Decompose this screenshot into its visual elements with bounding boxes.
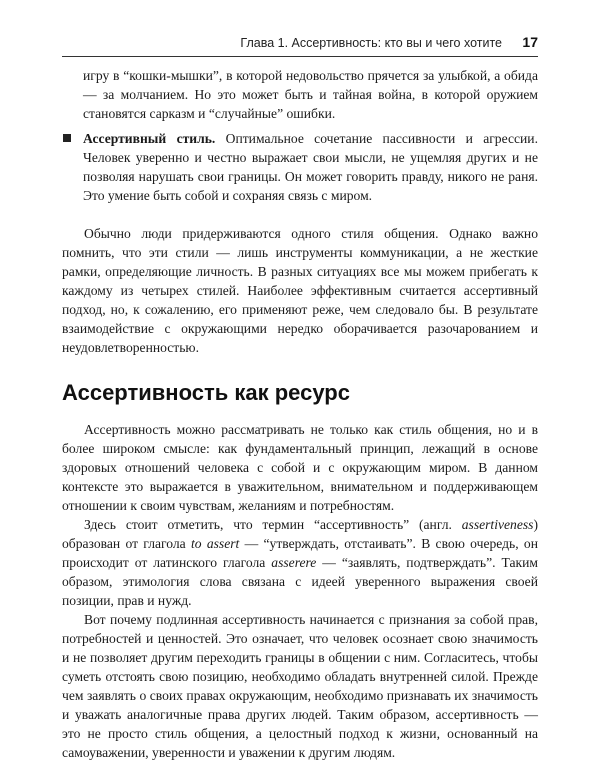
section-paragraph-1: Ассертивность можно рассматривать не только как стиль общения, но и в более широком смысле: как фундаментальный принцип, лежащий в основе здоровых отношений человека с собой и с окружающим миром. В данном контексте это выражается в уважительном, внимательном и поддерживающем отношении к своим чувствам, желаниям и потребностям. — [62, 422, 538, 513]
p2-text-c: — “утверждать, отстаивать”. В свою очередь, он происходит от латинского глагола — [62, 536, 539, 570]
p2-term-to-assert: to assert — [190, 536, 240, 551]
list-item-assertive-style — [83, 129, 538, 205]
p2-text-a: Здесь стоит отметить, что термин “ассертивность” (англ. — [84, 517, 462, 532]
section-paragraph-3: Вот почему подлинная ассертивность начинается с признания за собой прав, потребностей и ценностей. Это означает, что человек осознает свою значимость и не позволяет другим переходить границы в общении с ним. Согласитесь, чтобы суметь отстоять свою позицию, необходимо обладать внутренней силой. Прежде чем заявлять о своих правах окружающим, необходимо признавать их значимость и уважать аналогичные права других людей. Таким образом, ассертивность — это не просто стиль общения, а целостный подход к жизни, основанный на самоуважении, уверенности и уважении к другим людям. — [62, 612, 538, 760]
p2-text-d: — “заявлять, подтверждать”. Таким образом, этимология слова связана с идеей уверенного выражения своей позиции, прав и нужд. — [62, 555, 538, 608]
p2-term-assertiveness: assertiveness — [461, 517, 534, 532]
list-item-text: Оптимальное сочетание пассивности и агрессии. Человек уверенно и честно выражает свои мысли, не ущемляя других и не позволяя нарушать свои границы. Он может говорить правду, никого не раня. Это умение быть собой и сохраняя связь с миром. — [83, 131, 538, 203]
square-bullet-icon — [63, 134, 71, 142]
chapter-title: Глава 1. Ассертивность: кто вы и чего хотите — [240, 36, 502, 50]
running-header — [62, 30, 538, 57]
page-body — [62, 66, 538, 762]
continued-list-item: игру в “кошки-мышки”, в которой недовольство прячется за улыбкой, а обида — за молчанием. Но это может быть и тайная война, в которой оружием становятся сарказм и “случайные” ошибки. — [83, 68, 538, 121]
page-number: 17 — [522, 34, 538, 50]
section-heading: Ассертивность как ресурс — [62, 380, 350, 405]
summary-paragraph: Обычно люди придерживаются одного стиля общения. Однако важно помнить, что эти стили — лишь инструменты коммуникации, а не жесткие рамки, определяющие личность. В разных ситуациях все мы можем прибегать к каждому из четырех стилей. Наиболее эффективным считается ассертивный подход, но, к сожалению, его применяют реже, чем следовало бы. В результате взаимодействие с окружающими нередко оборачивается разочарованием и неудовлетворенностью. — [62, 226, 538, 355]
p2-term-asserere: asserere — [271, 555, 317, 570]
p2-text-b: ) образован от глагола — [62, 517, 538, 551]
section-paragraph-2 — [62, 515, 538, 610]
list-item-term: Ассертивный стиль. — [83, 131, 216, 146]
